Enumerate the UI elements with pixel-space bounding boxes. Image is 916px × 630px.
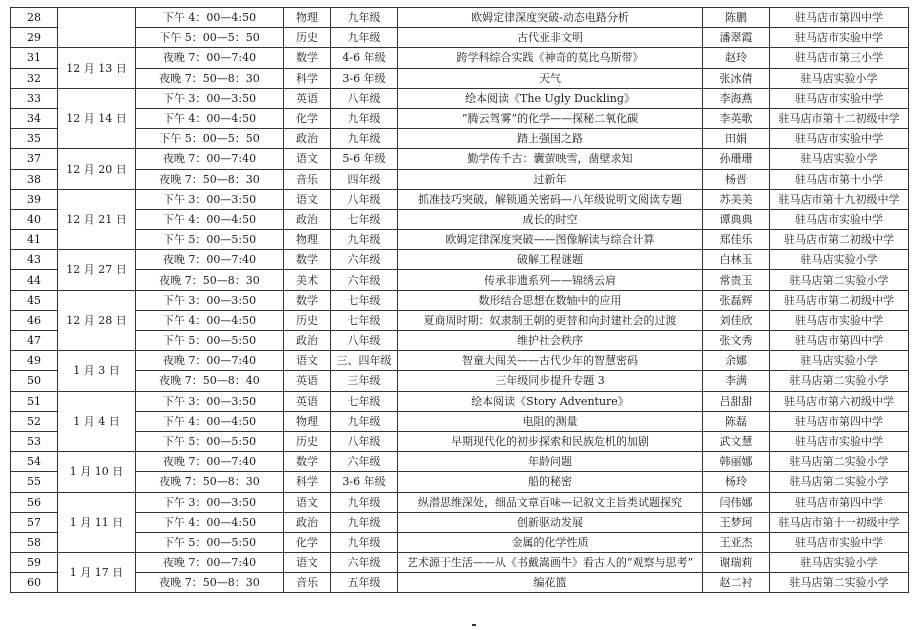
grade-cell: 九年级 (331, 532, 398, 552)
school-cell: 驻马店实验小学 (770, 553, 909, 573)
teacher-cell: 韩丽娜 (703, 452, 770, 472)
subject-cell: 英语 (284, 391, 331, 411)
school-cell: 驻马店市第四中学 (770, 492, 909, 512)
row-number: 29 (11, 28, 58, 48)
grade-cell: 八年级 (331, 431, 398, 451)
table-row (11, 169, 909, 189)
teacher-cell: 王亚杰 (703, 532, 770, 552)
teacher-cell: 杨玲 (703, 472, 770, 492)
teacher-cell: 谭典典 (703, 209, 770, 229)
subject-cell: 政治 (284, 512, 331, 532)
time-cell: 夜晚 7：50—8：30 (136, 270, 284, 290)
grade-cell: 三年级 (331, 371, 398, 391)
subject-cell: 语文 (284, 189, 331, 209)
row-number: 51 (11, 391, 58, 411)
row-number: 57 (11, 512, 58, 532)
subject-cell: 音乐 (284, 573, 331, 593)
row-number: 39 (11, 189, 58, 209)
teacher-cell: 陈鹏 (703, 8, 770, 28)
school-cell: 驻马店市实验中学 (770, 88, 909, 108)
table-row (11, 48, 909, 68)
teacher-cell: 潘翠霞 (703, 28, 770, 48)
time-cell: 下午 5：00—5:50 (136, 431, 284, 451)
grade-cell: 六年级 (331, 452, 398, 472)
row-number: 34 (11, 108, 58, 128)
topic-cell: 跨学科综合实践《神奇的莫比乌斯带》 (398, 48, 703, 68)
school-cell: 驻马店实验小学 (770, 351, 909, 371)
teacher-cell: 赵玲 (703, 48, 770, 68)
time-cell: 夜晚 7：00—7:40 (136, 250, 284, 270)
topic-cell: 船的秘密 (398, 472, 703, 492)
row-number: 59 (11, 553, 58, 573)
time-cell: 夜晚 7：00—7:40 (136, 48, 284, 68)
topic-cell: 欧姆定律深度突破——图像解读与综合计算 (398, 230, 703, 250)
school-cell: 驻马店市第四中学 (770, 331, 909, 351)
grade-cell: 九年级 (331, 28, 398, 48)
grade-cell: 3-6 年级 (331, 68, 398, 88)
time-cell: 夜晚 7：00—7:40 (136, 452, 284, 472)
table-row (11, 452, 909, 472)
time-cell: 下午 4：00—4:50 (136, 209, 284, 229)
subject-cell: 美术 (284, 270, 331, 290)
subject-cell: 数学 (284, 290, 331, 310)
school-cell: 驻马店市第十二初级中学 (770, 108, 909, 128)
date-cell: 12 月 14 日 (58, 88, 136, 149)
subject-cell: 物理 (284, 8, 331, 28)
topic-cell: 勤学传千古：囊萤映雪，凿壁求知 (398, 149, 703, 169)
time-cell: 夜晚 7：50—8：30 (136, 573, 284, 593)
school-cell: 驻马店市第十小学 (770, 169, 909, 189)
grade-cell: 五年级 (331, 573, 398, 593)
topic-cell: 电阻的测量 (398, 411, 703, 431)
school-cell: 驻马店第二实验小学 (770, 371, 909, 391)
time-cell: 下午 3：00—3:50 (136, 391, 284, 411)
subject-cell: 政治 (284, 129, 331, 149)
subject-cell: 化学 (284, 532, 331, 552)
table-row (11, 492, 909, 512)
topic-cell: 金属的化学性质 (398, 532, 703, 552)
table-row (11, 129, 909, 149)
date-cell: 12 月 21 日 (58, 189, 136, 250)
row-number: 55 (11, 472, 58, 492)
grade-cell: 4-6 年级 (331, 48, 398, 68)
topic-cell: 夏商周时期：奴隶制王朝的更替和向封建社会的过渡 (398, 310, 703, 330)
time-cell: 下午 5：00—5:50 (136, 532, 284, 552)
grade-cell: 七年级 (331, 310, 398, 330)
subject-cell: 物理 (284, 230, 331, 250)
row-number: 31 (11, 48, 58, 68)
teacher-cell: 武文慧 (703, 431, 770, 451)
table-row (11, 28, 909, 48)
topic-cell: 年龄问题 (398, 452, 703, 472)
school-cell: 驻马店第二实验小学 (770, 270, 909, 290)
table-row (11, 250, 909, 270)
time-cell: 下午 3：00—3:50 (136, 290, 284, 310)
table-row (11, 310, 909, 330)
table-row (11, 108, 909, 128)
grade-cell: 3-6 年级 (331, 472, 398, 492)
date-cell (58, 8, 136, 48)
school-cell: 驻马店市第四中学 (770, 8, 909, 28)
row-number: 28 (11, 8, 58, 28)
topic-cell: 成长的时空 (398, 209, 703, 229)
schedule-rows (11, 8, 909, 593)
row-number: 58 (11, 532, 58, 552)
teacher-cell: 常贵玉 (703, 270, 770, 290)
school-cell: 驻马店第二实验小学 (770, 573, 909, 593)
date-cell: 12 月 27 日 (58, 250, 136, 290)
subject-cell: 语文 (284, 351, 331, 371)
table-row (11, 532, 909, 552)
table-row (11, 230, 909, 250)
topic-cell: 破解工程谜题 (398, 250, 703, 270)
table-row (11, 8, 909, 28)
time-cell: 下午 3：00—3:50 (136, 189, 284, 209)
school-cell: 驻马店市实验中学 (770, 28, 909, 48)
school-cell: 驻马店第二实验小学 (770, 472, 909, 492)
table-row (11, 209, 909, 229)
date-cell: 12 月 28 日 (58, 290, 136, 351)
teacher-cell: 白林玉 (703, 250, 770, 270)
row-number: 33 (11, 88, 58, 108)
subject-cell: 政治 (284, 209, 331, 229)
table-row (11, 391, 909, 411)
grade-cell: 九年级 (331, 8, 398, 28)
topic-cell: 维护社会秩序 (398, 331, 703, 351)
table-row (11, 411, 909, 431)
topic-cell: 绘本阅读《Story Adventure》 (398, 391, 703, 411)
teacher-cell: 张磊辉 (703, 290, 770, 310)
subject-cell: 科学 (284, 472, 331, 492)
row-number: 45 (11, 290, 58, 310)
school-cell: 驻马店市第十一初级中学 (770, 512, 909, 532)
grade-cell: 四年级 (331, 169, 398, 189)
date-cell: 1 月 11 日 (58, 492, 136, 553)
row-number: 46 (11, 310, 58, 330)
teacher-cell: 赵二衬 (703, 573, 770, 593)
row-number: 35 (11, 129, 58, 149)
school-cell: 驻马店实验小学 (770, 149, 909, 169)
subject-cell: 音乐 (284, 169, 331, 189)
grade-cell: 九年级 (331, 492, 398, 512)
subject-cell: 英语 (284, 88, 331, 108)
topic-cell: 编花篮 (398, 573, 703, 593)
grade-cell: 九年级 (331, 108, 398, 128)
time-cell: 夜晚 7：50—8：30 (136, 169, 284, 189)
topic-cell: 抓准技巧突破，解锁通关密码—八年级说明文阅读专题 (398, 189, 703, 209)
time-cell: 夜晚 7：50—8：40 (136, 371, 284, 391)
subject-cell: 政治 (284, 331, 331, 351)
time-cell: 下午 4：00—4:50 (136, 108, 284, 128)
grade-cell: 5-6 年级 (331, 149, 398, 169)
topic-cell: 天气 (398, 68, 703, 88)
row-number: 50 (11, 371, 58, 391)
teacher-cell: 苏美美 (703, 189, 770, 209)
topic-cell: 早期现代化的初步探索和民族危机的加剧 (398, 431, 703, 451)
topic-cell: 古代亚非文明 (398, 28, 703, 48)
grade-cell: 六年级 (331, 553, 398, 573)
teacher-cell: 谢瑞莉 (703, 553, 770, 573)
teacher-cell: 田娟 (703, 129, 770, 149)
time-cell: 下午 4：00—4:50 (136, 8, 284, 28)
school-cell: 驻马店市第二初级中学 (770, 290, 909, 310)
subject-cell: 语文 (284, 149, 331, 169)
school-cell: 驻马店实验小学 (770, 250, 909, 270)
table-row (11, 68, 909, 88)
subject-cell: 数学 (284, 250, 331, 270)
school-cell: 驻马店市实验中学 (770, 310, 909, 330)
topic-cell: “腾云驾雾”的化学——探秘二氧化碳 (398, 108, 703, 128)
table-row (11, 189, 909, 209)
row-number: 40 (11, 209, 58, 229)
row-number: 32 (11, 68, 58, 88)
teacher-cell: 吕甜甜 (703, 391, 770, 411)
school-cell: 驻马店市实验中学 (770, 532, 909, 552)
topic-cell: 数形结合思想在数轴中的应用 (398, 290, 703, 310)
table-row (11, 149, 909, 169)
school-cell: 驻马店第二实验小学 (770, 452, 909, 472)
page-mark (472, 624, 476, 626)
time-cell: 夜晚 7：00—7:40 (136, 553, 284, 573)
subject-cell: 历史 (284, 431, 331, 451)
table-row (11, 431, 909, 451)
time-cell: 下午 5：00—5:50 (136, 331, 284, 351)
topic-cell: 艺术源于生活——从《书戴嵩画牛》看古人的“观察与思考” (398, 553, 703, 573)
teacher-cell: 刘佳欣 (703, 310, 770, 330)
school-cell: 驻马店市实验中学 (770, 129, 909, 149)
teacher-cell: 李满 (703, 371, 770, 391)
date-cell: 1 月 10 日 (58, 452, 136, 492)
school-cell: 驻马店市第六初级中学 (770, 391, 909, 411)
row-number: 60 (11, 573, 58, 593)
time-cell: 下午 3：00—3:50 (136, 88, 284, 108)
school-cell: 驻马店市实验中学 (770, 431, 909, 451)
time-cell: 下午 5：00—5:50 (136, 230, 284, 250)
subject-cell: 物理 (284, 411, 331, 431)
subject-cell: 化学 (284, 108, 331, 128)
time-cell: 下午 3：00—3:50 (136, 492, 284, 512)
row-number: 41 (11, 230, 58, 250)
grade-cell: 七年级 (331, 391, 398, 411)
topic-cell: 欧姆定律深度突破-动态电路分析 (398, 8, 703, 28)
school-cell: 驻马店市实验中学 (770, 209, 909, 229)
row-number: 54 (11, 452, 58, 472)
time-cell: 下午 4：00—4:50 (136, 411, 284, 431)
teacher-cell: 李海燕 (703, 88, 770, 108)
row-number: 43 (11, 250, 58, 270)
topic-cell: 智童大闯关——古代少年的智慧密码 (398, 351, 703, 371)
school-cell: 驻马店实验小学 (770, 68, 909, 88)
grade-cell: 八年级 (331, 88, 398, 108)
subject-cell: 英语 (284, 371, 331, 391)
date-cell: 12 月 20 日 (58, 149, 136, 189)
grade-cell: 九年级 (331, 512, 398, 532)
topic-cell: 踏上强国之路 (398, 129, 703, 149)
row-number: 44 (11, 270, 58, 290)
table-row (11, 371, 909, 391)
row-number: 47 (11, 331, 58, 351)
topic-cell: 传承非遗系列——锦绣云肩 (398, 270, 703, 290)
table-row (11, 88, 909, 108)
subject-cell: 数学 (284, 48, 331, 68)
table-row (11, 270, 909, 290)
teacher-cell: 张冰倩 (703, 68, 770, 88)
teacher-cell: 余娜 (703, 351, 770, 371)
time-cell: 夜晚 7：00—7:40 (136, 149, 284, 169)
topic-cell: 纵潜思维深处，细品文章百味—记叙文主旨类试题探究 (398, 492, 703, 512)
school-cell: 驻马店市第三小学 (770, 48, 909, 68)
grade-cell: 九年级 (331, 411, 398, 431)
schedule-table (10, 7, 909, 593)
row-number: 53 (11, 431, 58, 451)
topic-cell: 创新驱动发展 (398, 512, 703, 532)
school-cell: 驻马店市第四中学 (770, 411, 909, 431)
time-cell: 下午 5：00—5：50 (136, 129, 284, 149)
subject-cell: 语文 (284, 553, 331, 573)
teacher-cell: 杨晋 (703, 169, 770, 189)
time-cell: 下午 4：00—4:50 (136, 512, 284, 532)
grade-cell: 九年级 (331, 129, 398, 149)
table-row (11, 512, 909, 532)
teacher-cell: 郑佳乐 (703, 230, 770, 250)
table-row (11, 351, 909, 371)
teacher-cell: 王梦珂 (703, 512, 770, 532)
grade-cell: 三、四年级 (331, 351, 398, 371)
school-cell: 驻马店市第十九初级中学 (770, 189, 909, 209)
time-cell: 夜晚 7：00—7:40 (136, 351, 284, 371)
row-number: 37 (11, 149, 58, 169)
row-number: 52 (11, 411, 58, 431)
grade-cell: 九年级 (331, 230, 398, 250)
row-number: 38 (11, 169, 58, 189)
teacher-cell: 李英歌 (703, 108, 770, 128)
date-cell: 12 月 13 日 (58, 48, 136, 88)
table-row (11, 573, 909, 593)
row-number: 49 (11, 351, 58, 371)
date-cell: 1 月 4 日 (58, 391, 136, 452)
table-row (11, 553, 909, 573)
grade-cell: 八年级 (331, 331, 398, 351)
teacher-cell: 孙珊珊 (703, 149, 770, 169)
school-cell: 驻马店市第二初级中学 (770, 230, 909, 250)
date-cell: 1 月 17 日 (58, 553, 136, 593)
topic-cell: 过新年 (398, 169, 703, 189)
subject-cell: 语文 (284, 492, 331, 512)
row-number: 56 (11, 492, 58, 512)
date-cell: 1 月 3 日 (58, 351, 136, 391)
subject-cell: 历史 (284, 28, 331, 48)
teacher-cell: 闫伟娜 (703, 492, 770, 512)
time-cell: 下午 4：00—4:50 (136, 310, 284, 330)
topic-cell: 三年级同步提升专题 3 (398, 371, 703, 391)
teacher-cell: 陈磊 (703, 411, 770, 431)
topic-cell: 绘本阅读《The Ugly Duckling》 (398, 88, 703, 108)
grade-cell: 八年级 (331, 189, 398, 209)
grade-cell: 七年级 (331, 209, 398, 229)
table-row (11, 290, 909, 310)
subject-cell: 历史 (284, 310, 331, 330)
time-cell: 下午 5：00—5：50 (136, 28, 284, 48)
table-row (11, 472, 909, 492)
subject-cell: 数学 (284, 452, 331, 472)
grade-cell: 七年级 (331, 290, 398, 310)
grade-cell: 六年级 (331, 270, 398, 290)
teacher-cell: 张文秀 (703, 331, 770, 351)
grade-cell: 六年级 (331, 250, 398, 270)
time-cell: 夜晚 7：50—8：30 (136, 472, 284, 492)
subject-cell: 科学 (284, 68, 331, 88)
table-row (11, 331, 909, 351)
time-cell: 夜晚 7：50—8：30 (136, 68, 284, 88)
